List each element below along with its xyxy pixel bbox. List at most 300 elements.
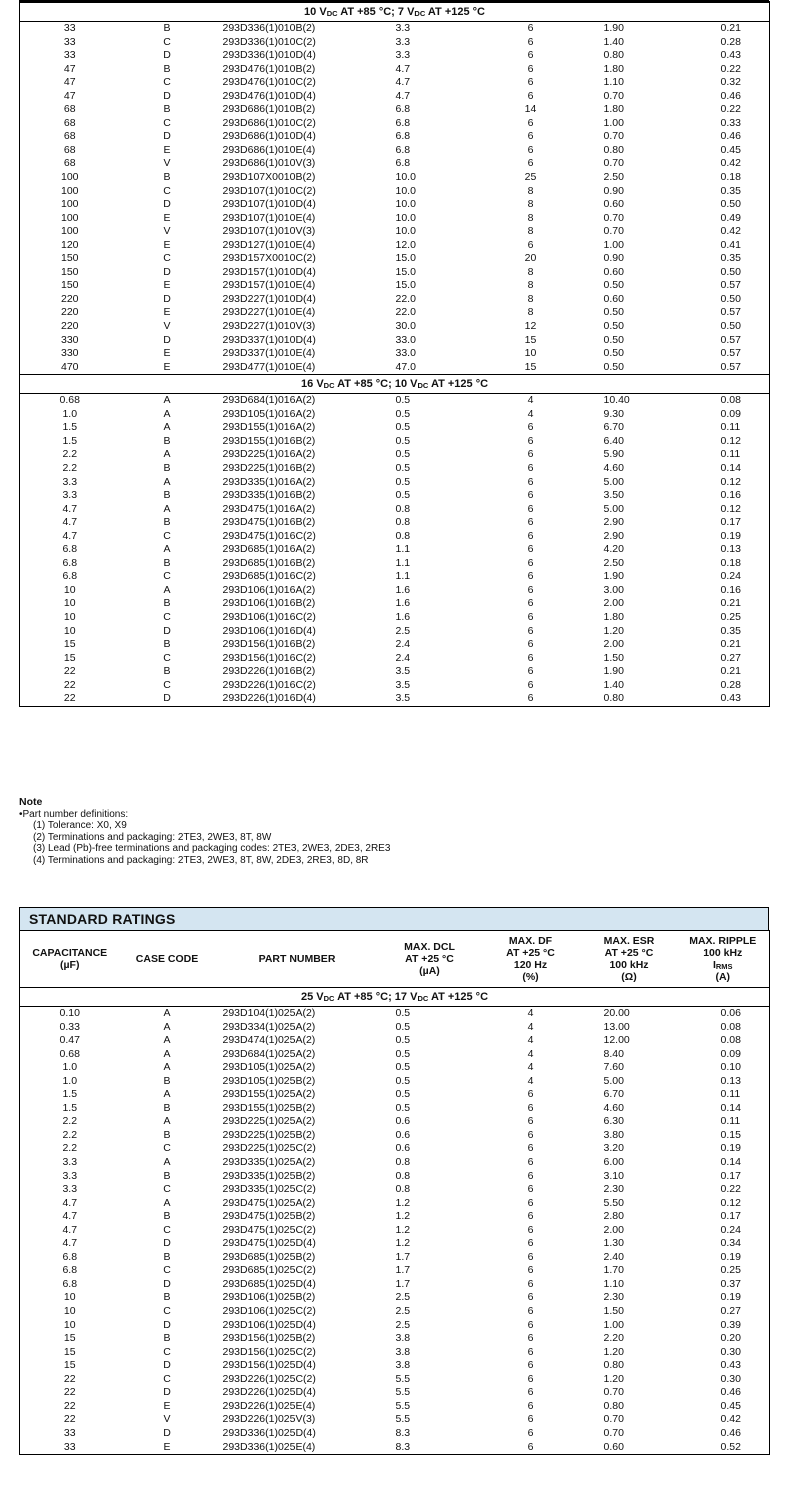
standard-ratings-title: STANDARD RATINGS (19, 907, 769, 930)
df-cell: 6 (527, 1223, 534, 1236)
esr-cell: 0.70 (603, 225, 624, 238)
case-code-cell: E (163, 347, 171, 360)
df-cell: 12 (524, 320, 537, 333)
df-cell: 6 (527, 1372, 534, 1385)
df-cell: 6 (527, 1210, 534, 1223)
df-cell: 6 (527, 556, 534, 569)
case-code-cell: B (163, 103, 171, 116)
voltage-section-label: 10 $V_{DC}$ AT +85 °C; 7 $V_{DC}$ AT +125 °C (20, 2, 770, 22)
case-code-cell: E (163, 360, 171, 373)
capacitance-cell: 0.68 (59, 1047, 80, 1060)
df-cell: 6 (527, 665, 534, 678)
table-row (20, 22, 770, 36)
ripple-cell: 0.27 (720, 651, 741, 664)
dcl-cell: 3.8 (395, 1359, 411, 1372)
case-code-cell: D (163, 1318, 171, 1331)
df-cell: 15 (524, 360, 537, 373)
ripple-cell: 0.45 (720, 143, 741, 156)
ripple-cell: 0.24 (720, 1223, 741, 1236)
case-code-cell: D (163, 265, 171, 278)
ripple-cell: 0.16 (720, 583, 741, 596)
part-number-cell: 293D156(1)016B(2) (222, 638, 316, 651)
capacitance-cell: 0.10 (59, 1007, 80, 1019)
case-code-cell: E (163, 143, 171, 156)
part-number-cell: 293D684(1)025A(2) (222, 1047, 316, 1060)
table-row (20, 679, 770, 693)
part-number-cell: 293D156(1)025B(2) (222, 1332, 316, 1345)
capacitance-cell: 22 (63, 678, 76, 691)
part-number-cell: 293D335(1)025B(2) (222, 1169, 316, 1182)
table-row (20, 1048, 770, 1062)
part-number-cell: 293D127(1)010E(4) (222, 238, 316, 251)
part-number-cell: 293D475(1)025A(2) (222, 1196, 316, 1209)
capacitance-cell: 150 (60, 279, 79, 292)
case-code-cell: B (163, 665, 171, 678)
ripple-cell: 0.12 (720, 502, 741, 515)
ratings-table-1 (19, 1, 770, 707)
capacitance-cell: 1.5 (62, 421, 78, 434)
part-number-cell: 293D107(1)010E(4) (222, 211, 316, 224)
df-cell: 6 (527, 62, 534, 75)
df-cell: 6 (527, 543, 534, 556)
table-row (20, 334, 770, 348)
ripple-cell: 0.20 (720, 1332, 741, 1345)
dcl-cell: 0.5 (395, 421, 411, 434)
case-code-cell: C (163, 35, 171, 48)
table-header-strip (19, 0, 769, 1)
part-number-cell: 293D685(1)025D(4) (222, 1277, 316, 1290)
esr-cell: 1.00 (603, 238, 624, 251)
part-number-cell: 293D107(1)010V(3) (222, 225, 316, 238)
part-number-cell: 293D226(1)016C(2) (222, 678, 316, 691)
dcl-cell: 1.7 (395, 1250, 411, 1263)
case-code-cell: D (163, 198, 171, 211)
esr-cell: 0.50 (603, 279, 624, 292)
case-code-cell: D (163, 692, 171, 705)
capacitance-cell: 150 (60, 265, 79, 278)
part-number-cell: 293D155(1)016B(2) (222, 434, 316, 447)
esr-cell: 2.00 (603, 1223, 624, 1236)
case-code-cell: V (163, 1413, 171, 1426)
dcl-cell: 0.5 (395, 434, 411, 447)
table-row (20, 1183, 770, 1197)
capacitance-cell: 10 (63, 1318, 76, 1331)
dcl-cell: 33.0 (395, 333, 416, 346)
ripple-cell: 0.06 (720, 1007, 741, 1019)
esr-cell: 12.00 (603, 1034, 630, 1047)
ripple-cell: 0.11 (720, 421, 741, 434)
table-row (20, 597, 770, 611)
capacitance-cell: 1.5 (62, 1101, 78, 1114)
capacitance-cell: 6.8 (62, 1264, 78, 1277)
capacitance-cell: 330 (60, 347, 79, 360)
esr-cell: 9.30 (603, 407, 624, 420)
case-code-cell: A (163, 1007, 171, 1019)
df-cell: 8 (527, 198, 534, 211)
df-cell: 6 (527, 516, 534, 529)
esr-cell: 0.60 (603, 198, 624, 211)
df-cell: 6 (527, 678, 534, 691)
table-row (20, 435, 770, 449)
table-row (20, 394, 770, 408)
capacitance-cell: 100 (60, 171, 79, 184)
df-cell: 6 (527, 1088, 534, 1101)
esr-cell: 1.40 (603, 678, 624, 691)
table-row (20, 1346, 770, 1360)
dcl-cell: 1.2 (395, 1196, 411, 1209)
ripple-cell: 0.22 (720, 1183, 741, 1196)
capacitance-cell: 1.0 (62, 1061, 78, 1074)
table-row (20, 557, 770, 571)
df-cell: 8 (527, 225, 534, 238)
df-cell: 6 (527, 35, 534, 48)
part-number-cell: 293D475(1)016C(2) (222, 529, 316, 542)
table-row (20, 1305, 770, 1319)
esr-cell: 1.90 (603, 570, 624, 583)
table-row (20, 361, 770, 375)
bullet-icon: • (19, 808, 23, 820)
part-number-cell: 293D104(1)025A(2) (222, 1007, 316, 1019)
df-cell: 6 (527, 1318, 534, 1331)
capacitance-cell: 4.7 (62, 529, 78, 542)
part-number-cell: 293D225(1)016B(2) (222, 461, 316, 474)
case-code-cell: B (163, 1101, 171, 1114)
capacitance-cell: 6.8 (62, 543, 78, 556)
part-number-cell: 293D106(1)016D(4) (222, 624, 316, 637)
capacitance-cell: 4.7 (62, 502, 78, 515)
header-case-code: CASE CODE (120, 931, 215, 988)
df-cell: 6 (527, 638, 534, 651)
case-code-cell: D (163, 1237, 171, 1250)
esr-cell: 5.90 (603, 448, 624, 461)
ripple-cell: 0.18 (720, 556, 741, 569)
table-row (20, 1142, 770, 1156)
dcl-cell: 0.8 (395, 516, 411, 529)
ripple-cell: 0.42 (720, 1413, 741, 1426)
capacitance-cell: 100 (60, 225, 79, 238)
esr-cell: 2.50 (603, 171, 624, 184)
capacitance-cell: 3.3 (62, 1156, 78, 1169)
table-row (20, 625, 770, 639)
ripple-cell: 0.50 (720, 265, 741, 278)
ripple-cell: 0.21 (720, 638, 741, 651)
esr-cell: 0.70 (603, 89, 624, 102)
capacitance-cell: 33 (63, 49, 76, 62)
part-number-cell: 293D157(1)010D(4) (222, 265, 316, 278)
part-number-cell: 293D106(1)025C(2) (222, 1305, 316, 1318)
df-cell: 6 (527, 1359, 534, 1372)
dcl-cell: 10.0 (395, 171, 416, 184)
df-cell: 6 (527, 1101, 534, 1114)
ripple-cell: 0.46 (720, 1386, 741, 1399)
ripple-cell: 0.22 (720, 62, 741, 75)
capacitance-cell: 4.7 (62, 1196, 78, 1209)
dcl-cell: 2.5 (395, 624, 411, 637)
dcl-cell: 2.5 (395, 1291, 411, 1304)
ripple-cell: 0.52 (720, 1440, 741, 1453)
ripple-cell: 0.45 (720, 1399, 741, 1412)
part-number-cell: 293D106(1)016C(2) (222, 610, 316, 623)
df-cell: 6 (527, 143, 534, 156)
part-number-cell: 293D226(1)016D(4) (222, 692, 316, 705)
table-row (20, 476, 770, 490)
case-code-cell: A (163, 407, 171, 420)
dcl-cell: 10.0 (395, 198, 416, 211)
dcl-cell: 1.1 (395, 570, 411, 583)
case-code-cell: E (163, 1399, 171, 1412)
dcl-cell: 0.8 (395, 529, 411, 542)
esr-cell: 2.40 (603, 1250, 624, 1263)
part-number-cell: 293D225(1)025C(2) (222, 1142, 316, 1155)
df-cell: 6 (527, 1156, 534, 1169)
ratings-table-continued (19, 0, 769, 707)
df-cell: 6 (527, 489, 534, 502)
dcl-cell: 3.8 (395, 1332, 411, 1345)
dcl-cell: 47.0 (395, 360, 416, 373)
case-code-cell: A (163, 1115, 171, 1128)
case-code-cell: D (163, 292, 171, 305)
dcl-cell: 0.5 (395, 1007, 411, 1019)
table-row (20, 1264, 770, 1278)
df-cell: 6 (527, 1291, 534, 1304)
esr-cell: 1.70 (603, 1264, 624, 1277)
esr-cell: 2.00 (603, 597, 624, 610)
capacitance-cell: 100 (60, 211, 79, 224)
dcl-cell: 6.8 (395, 157, 411, 170)
esr-cell: 2.90 (603, 516, 624, 529)
esr-cell: 0.70 (603, 1386, 624, 1399)
capacitance-cell: 2.2 (62, 1142, 78, 1155)
esr-cell: 0.60 (603, 265, 624, 278)
dcl-cell: 0.6 (395, 1142, 411, 1155)
capacitance-cell: 15 (63, 1332, 76, 1345)
case-code-cell: C (163, 252, 171, 265)
case-code-cell: B (163, 1169, 171, 1182)
note-intro: Part number definitions: (22, 808, 129, 820)
esr-cell: 1.90 (603, 665, 624, 678)
table-row (20, 239, 770, 253)
df-cell: 15 (524, 333, 537, 346)
table-row (20, 530, 770, 544)
dcl-cell: 0.8 (395, 1156, 411, 1169)
part-number-cell: 293D474(1)025A(2) (222, 1034, 316, 1047)
case-code-cell: A (163, 502, 171, 515)
part-number-cell: 293D107(1)010D(4) (222, 198, 316, 211)
ripple-cell: 0.21 (720, 22, 741, 34)
esr-cell: 0.70 (603, 130, 624, 143)
table-row (20, 1210, 770, 1224)
ripple-cell: 0.25 (720, 610, 741, 623)
esr-cell: 0.70 (603, 211, 624, 224)
df-cell: 6 (527, 1386, 534, 1399)
capacitance-cell: 22 (63, 665, 76, 678)
df-cell: 8 (527, 292, 534, 305)
esr-cell: 1.80 (603, 103, 624, 116)
voltage-section-header (20, 375, 770, 394)
ripple-cell: 0.30 (720, 1372, 741, 1385)
dcl-cell: 12.0 (395, 238, 416, 251)
esr-cell: 0.50 (603, 320, 624, 333)
dcl-cell: 1.6 (395, 583, 411, 596)
df-cell: 6 (527, 130, 534, 143)
case-code-cell: B (163, 516, 171, 529)
ripple-cell: 0.35 (720, 184, 741, 197)
note-definition: (2) Terminations and packaging: 2TE3, 2WE3, 8T, 8W (33, 831, 272, 843)
capacitance-cell: 22 (63, 1399, 76, 1412)
esr-cell: 6.70 (603, 421, 624, 434)
table-row (20, 198, 770, 212)
part-number-cell: 293D157X0010C(2) (222, 252, 316, 265)
dcl-cell: 1.7 (395, 1264, 411, 1277)
esr-cell: 8.40 (603, 1047, 624, 1060)
esr-cell: 2.20 (603, 1332, 624, 1345)
df-cell: 8 (527, 211, 534, 224)
table-row (20, 503, 770, 517)
table-row (20, 665, 770, 679)
esr-cell: 7.60 (603, 1061, 624, 1074)
part-number-cell: 293D106(1)025D(4) (222, 1318, 316, 1331)
table-row (20, 171, 770, 185)
table-row (20, 306, 770, 320)
table-row (20, 157, 770, 171)
esr-cell: 5.50 (603, 1196, 624, 1209)
dcl-cell: 5.5 (395, 1372, 411, 1385)
dcl-cell: 8.3 (395, 1426, 411, 1439)
case-code-cell: C (163, 529, 171, 542)
ripple-cell: 0.57 (720, 279, 741, 292)
case-code-cell: D (163, 130, 171, 143)
part-number-cell: 293D226(1)025V(3) (222, 1413, 316, 1426)
capacitance-cell: 33 (63, 1426, 76, 1439)
dcl-cell: 0.5 (395, 1088, 411, 1101)
esr-cell: 3.20 (603, 1142, 624, 1155)
table-row (20, 1359, 770, 1373)
table-row (20, 462, 770, 476)
esr-cell: 10.40 (603, 394, 630, 407)
part-number-cell: 293D334(1)025A(2) (222, 1020, 316, 1033)
part-number-cell: 293D156(1)016C(2) (222, 651, 316, 664)
esr-cell: 0.80 (603, 143, 624, 156)
part-number-cell: 293D475(1)025C(2) (222, 1223, 316, 1236)
table-row (20, 266, 770, 280)
capacitance-cell: 330 (60, 333, 79, 346)
df-cell: 6 (527, 1115, 534, 1128)
esr-cell: 13.00 (603, 1020, 630, 1033)
df-cell: 20 (524, 252, 537, 265)
header-part-number: PART NUMBER (215, 931, 380, 988)
standard-ratings-table (19, 907, 769, 1455)
note-bullet-line (19, 809, 759, 821)
table-row (20, 90, 770, 104)
voltage-section-label: 16 $V_{DC}$ AT +85 °C; 10 $V_{DC}$ AT +125 °C (20, 375, 770, 394)
ripple-cell: 0.46 (720, 89, 741, 102)
esr-cell: 0.60 (603, 292, 624, 305)
capacitance-cell: 3.3 (62, 489, 78, 502)
part-number-cell: 293D226(1)025E(4) (222, 1399, 316, 1412)
capacitance-cell: 6.8 (62, 570, 78, 583)
case-code-cell: B (163, 1291, 171, 1304)
table-row (20, 1332, 770, 1346)
dcl-cell: 5.5 (395, 1413, 411, 1426)
ripple-cell: 0.39 (720, 1318, 741, 1331)
dcl-cell: 10.0 (395, 211, 416, 224)
capacitance-cell: 33 (63, 22, 76, 34)
capacitance-cell: 0.68 (59, 394, 80, 407)
dcl-cell: 1.1 (395, 543, 411, 556)
esr-cell: 2.00 (603, 638, 624, 651)
capacitance-cell: 0.33 (59, 1020, 80, 1033)
capacitance-cell: 1.0 (62, 407, 78, 420)
case-code-cell: E (163, 279, 171, 292)
capacitance-cell: 2.2 (62, 461, 78, 474)
table-row (20, 1061, 770, 1075)
capacitance-cell: 220 (60, 292, 79, 305)
case-code-cell: V (163, 225, 171, 238)
capacitance-cell: 120 (60, 238, 79, 251)
table-row (20, 49, 770, 63)
df-cell: 6 (527, 1413, 534, 1426)
note-definition: (1) Tolerance: X0, X9 (33, 820, 127, 831)
dcl-cell: 5.5 (395, 1399, 411, 1412)
case-code-cell: D (163, 1386, 171, 1399)
capacitance-cell: 470 (60, 360, 79, 373)
df-cell: 6 (527, 116, 534, 129)
capacitance-cell: 47 (63, 76, 76, 89)
ratings-table-2 (19, 930, 770, 1455)
part-number-cell: 293D686(1)010B(2) (222, 103, 316, 116)
case-code-cell: C (163, 1264, 171, 1277)
ripple-cell: 0.43 (720, 1359, 741, 1372)
case-code-cell: V (163, 320, 171, 333)
table-row (20, 584, 770, 598)
capacitance-cell: 2.2 (62, 1115, 78, 1128)
esr-cell: 1.50 (603, 651, 624, 664)
df-cell: 6 (527, 475, 534, 488)
part-number-cell: 293D475(1)016B(2) (222, 516, 316, 529)
ripple-cell: 0.57 (720, 306, 741, 319)
part-number-cell: 293D105(1)025A(2) (222, 1061, 316, 1074)
case-code-cell: A (163, 1156, 171, 1169)
part-number-cell: 293D477(1)010E(4) (222, 360, 316, 373)
capacitance-cell: 68 (63, 116, 76, 129)
dcl-cell: 0.5 (395, 407, 411, 420)
ripple-cell: 0.50 (720, 292, 741, 305)
df-cell: 6 (527, 610, 534, 623)
capacitance-cell: 22 (63, 1413, 76, 1426)
case-code-cell: B (163, 434, 171, 447)
table-row (20, 448, 770, 462)
table-row (20, 36, 770, 50)
df-cell: 4 (527, 1034, 534, 1047)
df-cell: 25 (524, 171, 537, 184)
ripple-cell: 0.17 (720, 1169, 741, 1182)
ripple-cell: 0.12 (720, 475, 741, 488)
part-number-cell: 293D685(1)016B(2) (222, 556, 316, 569)
case-code-cell: B (163, 1210, 171, 1223)
table-row (20, 1400, 770, 1414)
capacitance-cell: 2.2 (62, 1128, 78, 1141)
esr-cell: 1.20 (603, 1345, 624, 1358)
esr-cell: 2.30 (603, 1183, 624, 1196)
capacitance-cell: 10 (63, 1291, 76, 1304)
ripple-cell: 0.14 (720, 1101, 741, 1114)
capacitance-cell: 2.2 (62, 448, 78, 461)
part-number-cell: 293D337(1)010E(4) (222, 347, 316, 360)
part-number-cell: 293D335(1)025A(2) (222, 1156, 316, 1169)
header-max-esr: MAX. ESR AT +25 °C 100 kHz (Ω) (582, 931, 677, 988)
dcl-cell: 4.7 (395, 62, 411, 75)
df-cell: 6 (527, 1250, 534, 1263)
